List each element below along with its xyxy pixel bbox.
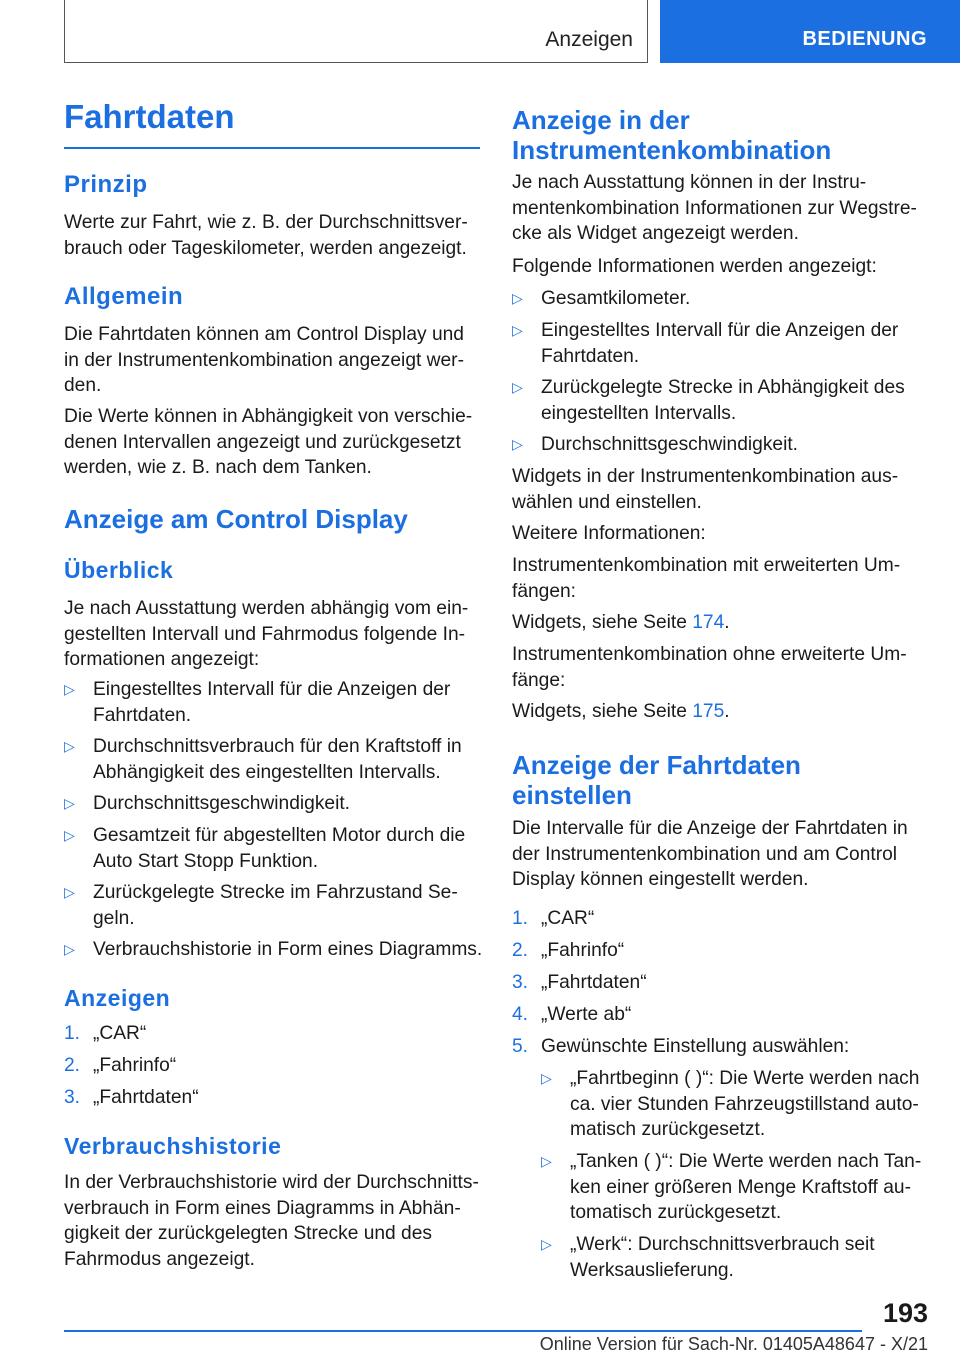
triangle-bullet-icon: ▷ bbox=[541, 1153, 552, 1169]
triangle-bullet-icon: ▷ bbox=[64, 795, 75, 811]
triangle-bullet-icon: ▷ bbox=[64, 941, 75, 957]
triangle-bullet-icon: ▷ bbox=[512, 290, 523, 306]
page-title: Fahrtdaten bbox=[64, 98, 235, 135]
step-item: 1. „CAR“ bbox=[64, 1023, 147, 1044]
heading-instrument: Anzeige in der Instrumentenkombination bbox=[512, 105, 832, 165]
step-item: 2. „Fahrinfo“ bbox=[64, 1055, 177, 1076]
list-item: ▷ Eingestelltes Intervall für die Anzeigen der Fahrtdaten. bbox=[64, 679, 451, 726]
step-item: 2. „Fahrinfo“ bbox=[512, 940, 625, 961]
prinzip-text: Werte zur Fahrt, wie z. B. der Durchschnittsverbrauch oder Tageskilometer, werden angezeigt. bbox=[64, 212, 468, 259]
list-item: ▷ Gesamtzeit für abgestellten Motor durch die Auto Start Stopp Funktion. bbox=[64, 825, 466, 872]
allgemein-text-2: Die Werte können in Abhängigkeit von verschiedenen Intervallen angezeigt und zurückgesetzt werden, wie z. B. nach dem Tanken. bbox=[64, 406, 473, 478]
list-item: ▷ Durchschnittsgeschwindigkeit. bbox=[64, 791, 480, 817]
header-section-label: Anzeigen bbox=[545, 28, 633, 51]
triangle-bullet-icon: ▷ bbox=[64, 827, 75, 843]
page-link-174[interactable]: 174 bbox=[692, 612, 725, 633]
einstellen-text: Die Intervalle für die Anzeige der Fahrtdaten in der Instrumentenkombination und am Control Display können eingestellt werden. bbox=[512, 818, 908, 890]
allgemein-text-1: Die Fahrtdaten können am Control Display und in der Instrumentenkombination angezeigt werden. bbox=[64, 324, 464, 396]
step-item: 4. „Werte ab“ bbox=[512, 1004, 632, 1025]
step-item: 1. „CAR“ bbox=[512, 908, 595, 929]
list-item: ▷ Zurückgelegte Strecke in Abhängigkeit des eingestellten Intervalls. bbox=[512, 377, 905, 424]
sub-list-item: ▷ „Fahrtbeginn ( )“: Die Werte werden nach ca. vier Stunden Fahrzeugstillstand automatisch zurückgesetzt. bbox=[541, 1068, 920, 1140]
triangle-bullet-icon: ▷ bbox=[512, 436, 523, 452]
header-section-box bbox=[64, 0, 648, 63]
heading-anzeigen: Anzeigen bbox=[64, 985, 171, 1011]
heading-prinzip: Prinzip bbox=[64, 171, 148, 198]
header-chapter-tab[interactable] bbox=[660, 0, 960, 63]
list-item: ▷ Durchschnittsverbrauch für den Kraftstoff in Abhängigkeit des eingestellten Intervalls. bbox=[64, 736, 462, 783]
triangle-bullet-icon: ▷ bbox=[64, 681, 75, 697]
triangle-bullet-icon: ▷ bbox=[64, 738, 75, 754]
instrument-text-6: Widgets, siehe Seite 174. bbox=[512, 612, 730, 633]
triangle-bullet-icon: ▷ bbox=[512, 322, 523, 338]
heading-allgemein: Allgemein bbox=[64, 283, 184, 310]
step-item: 5. Gewünschte Einstellung auswählen: bbox=[512, 1036, 850, 1057]
list-item: ▷ Eingestelltes Intervall für die Anzeigen der Fahrtdaten. bbox=[512, 320, 899, 367]
instrument-text-8: Widgets, siehe Seite 175. bbox=[512, 701, 730, 722]
instrument-text-1: Je nach Ausstattung können in der Instrumentenkombination Informationen zur Wegstrecke als Widget angezeigt werden. bbox=[512, 172, 917, 244]
sub-list-item: ▷ „Werk“: Durchschnittsverbrauch seit Werksauslieferung. bbox=[541, 1234, 875, 1281]
heading-ueberblick: Überblick bbox=[64, 557, 174, 583]
instrument-text-5: Instrumentenkombination mit erweiterten Umfängen: bbox=[512, 555, 901, 602]
instrument-text-2: Folgende Informationen werden angezeigt: bbox=[512, 256, 877, 277]
page-number: 193 bbox=[882, 1298, 928, 1328]
heading-verbrauchshistorie: Verbrauchshistorie bbox=[64, 1133, 282, 1159]
title-rule bbox=[64, 147, 480, 149]
list-item: ▷ Durchschnittsgeschwindigkeit. bbox=[512, 432, 928, 458]
step-item: 3. „Fahrtdaten“ bbox=[64, 1087, 199, 1108]
footer-rule bbox=[64, 1330, 862, 1332]
step-item: 3. „Fahrtdaten“ bbox=[512, 972, 647, 993]
verbrauch-text: In der Verbrauchshistorie wird der Durchschnittsverbrauch in Form eines Diagramms in Abhängigkeit der zurückgelegten Strecke und des Fahrmodus angezeigt. bbox=[64, 1172, 479, 1270]
list-item: ▷ Gesamtkilometer. bbox=[512, 286, 928, 312]
ueberblick-text: Je nach Ausstattung werden abhängig vom eingestellten Intervall und Fahrmodus folgende Informationen angezeigt: bbox=[64, 598, 469, 670]
instrument-text-3: Widgets in der Instrumentenkombination auswählen und einstellen. bbox=[512, 466, 899, 513]
page-link-175[interactable]: 175 bbox=[692, 701, 725, 722]
instrument-text-4: Weitere Informationen: bbox=[512, 523, 706, 544]
list-item: ▷ Zurückgelegte Strecke im Fahrzustand Segeln. bbox=[64, 882, 458, 929]
sub-list-item: ▷ „Tanken ( )“: Die Werte werden nach Tanken einer größeren Menge Kraftstoff automatisch zurückgesetzt. bbox=[541, 1151, 922, 1223]
triangle-bullet-icon: ▷ bbox=[64, 884, 75, 900]
list-item: ▷ Verbrauchshistorie in Form eines Diagramms. bbox=[64, 937, 484, 963]
triangle-bullet-icon: ▷ bbox=[512, 379, 523, 395]
instrument-text-7: Instrumentenkombination ohne erweiterte Umfänge: bbox=[512, 644, 907, 691]
header-chapter-label: BEDIENUNG bbox=[802, 28, 927, 50]
triangle-bullet-icon: ▷ bbox=[541, 1070, 552, 1086]
heading-einstellen: Anzeige der Fahrtdaten einstellen bbox=[512, 750, 801, 810]
triangle-bullet-icon: ▷ bbox=[541, 1236, 552, 1252]
footer-text: Online Version für Sach-Nr. 01405A48647 - X/21 bbox=[539, 1334, 928, 1354]
heading-control-display: Anzeige am Control Display bbox=[64, 504, 408, 534]
